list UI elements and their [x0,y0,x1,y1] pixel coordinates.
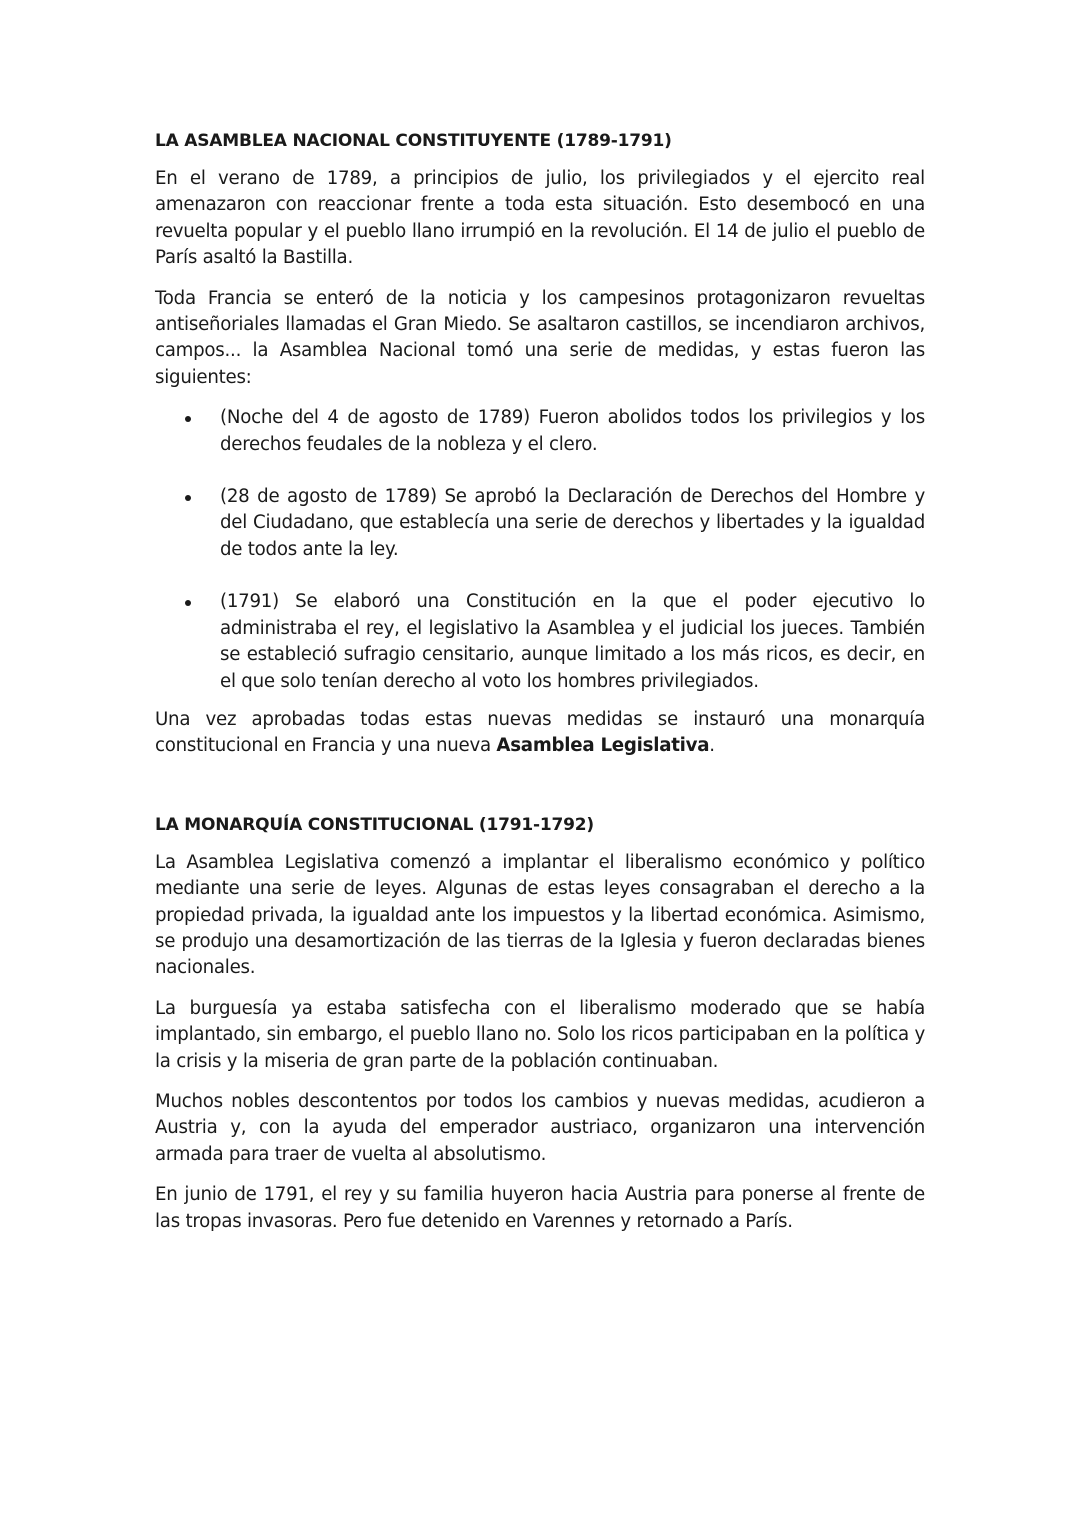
paragraph-verano-1789: En el verano de 1789, a principios de julio, los privilegiados y el ejercito real amenazaron con reaccionar frente a toda esta situación. Esto desembocó en una revuelta popular y el pueblo llano irrumpió en la revolución. El 14 de julio el pueblo de París asaltó la Bastilla. [155,168,925,269]
document-page [155,128,925,1249]
paragraph-gran-miedo: Toda Francia se enteró de la noticia y los campesinos protagonizaron revueltas antiseñoriales llamadas el Gran Miedo. Se asaltaron castillos, se incendiaron archivos, campos... la Asamblea Nacional tomó una serie de medidas, y estas fueron las siguientes: [155,287,925,388]
paragraph-burguesia: La burguesía ya estaba satisfecha con el liberalismo moderado que se había implantado, sin embargo, el pueblo llano no. Solo los ricos participaban en la política y la crisis y la miseria de gran parte de la población continuaban. [155,997,925,1072]
list-item-text: (Noche del 4 de agosto de 1789) Fueron abolidos todos los privilegios y los derechos feudales de la nobleza y el clero. [220,407,925,455]
paragraph-monarquia-instaurada [155,707,925,760]
section-spacer [155,774,925,812]
paragraph-nobles-austria: Muchos nobles descontentos por todos los cambios y nuevas medidas, acudieron a Austria y, con la ayuda del emperador austriaco, organizaron una intervención armada para traer de vuelta al absolutismo. [155,1090,925,1165]
section-heading-monarquia-constitucional: LA MONARQUÍA CONSTITUCIONAL (1791-1792) [155,814,594,835]
closing-end: . [709,735,715,757]
bullet-icon [185,495,191,501]
list-item [155,484,925,563]
list-item-text: (28 de agosto de 1789) Se aprobó la Declaración de Derechos del Hombre y del Ciudadano, que establecía una serie de derechos y libertades y la igualdad de todos ante la ley. [220,486,925,560]
closing-text: Una vez aprobadas todas estas nuevas medidas se instauró una monarquía constitucional en Francia y una nueva [155,708,925,757]
paragraph-liberalismo: La Asamblea Legislativa comenzó a implantar el liberalismo económico y político mediante una serie de leyes. Algunas de estas leyes consagraban el derecho a la propiedad privada, la igualdad ante los impuestos y la libertad económica. Asimismo, se produjo una desamortización de las tierras de la Iglesia y fueron declaradas bienes nacionales. [155,851,925,979]
bullet-icon [185,600,191,606]
measures-list [155,405,925,695]
paragraph-huida-varennes: En junio de 1791, el rey y su familia huyeron hacia Austria para ponerse al frente de las tropas invasoras. Pero fue detenido en Varennes y retornado a París. [155,1184,925,1232]
asamblea-legislativa-bold: Asamblea Legislativa [496,735,710,757]
list-item-text: (1791) Se elaboró una Constitución en la que el poder ejecutivo lo administraba el rey, el legislativo la Asamblea y el judicial los jueces. También se estableció sufragio censitario, aunque limitado a los más ricos, es decir, en el que solo tenían derecho al voto los hombres privilegiados. [220,591,925,692]
bullet-icon [185,416,191,422]
section-heading-asamblea-nacional: LA ASAMBLEA NACIONAL CONSTITUYENTE (1789-1791) [155,131,672,151]
list-item [155,405,925,458]
list-item [155,589,925,695]
